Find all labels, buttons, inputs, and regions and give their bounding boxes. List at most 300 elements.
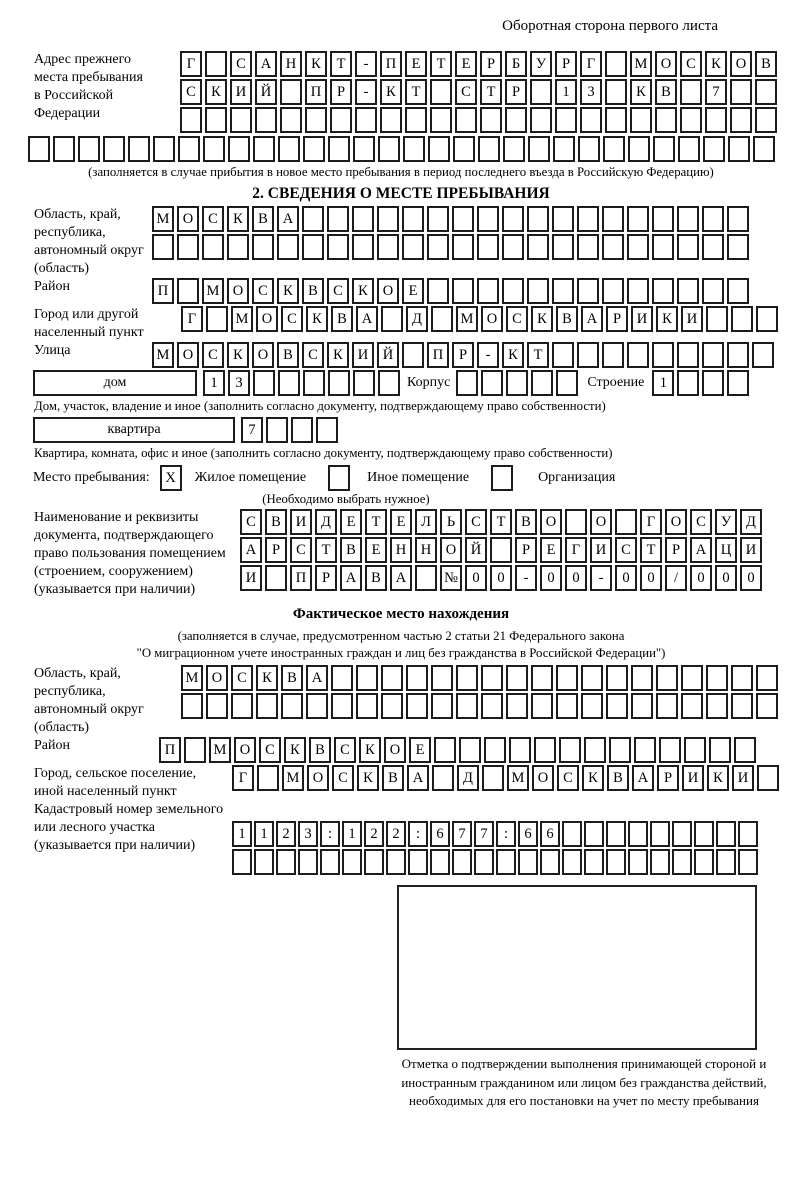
char-cell[interactable] [755, 107, 777, 133]
char-cell[interactable]: 2 [386, 821, 406, 847]
char-cell[interactable] [456, 665, 478, 691]
char-cell[interactable]: О [655, 51, 677, 77]
char-cell[interactable] [578, 136, 600, 162]
char-cell[interactable] [276, 849, 296, 875]
char-cell[interactable]: М [209, 737, 231, 763]
char-cell[interactable]: Г [640, 509, 662, 535]
char-cell[interactable] [540, 849, 560, 875]
char-cell[interactable]: С [302, 342, 324, 368]
char-cell[interactable] [427, 278, 449, 304]
char-cell[interactable] [432, 765, 454, 791]
char-cell[interactable] [650, 821, 670, 847]
char-cell[interactable] [738, 821, 758, 847]
char-cell[interactable] [227, 234, 249, 260]
char-cell[interactable] [502, 234, 524, 260]
char-cell[interactable] [702, 342, 724, 368]
char-cell[interactable]: К [277, 278, 299, 304]
char-cell[interactable] [652, 278, 674, 304]
char-cell[interactable]: А [690, 537, 712, 563]
char-cell[interactable]: 0 [740, 565, 762, 591]
char-cell[interactable] [452, 849, 472, 875]
char-cell[interactable] [581, 693, 603, 719]
char-cell[interactable]: Р [480, 51, 502, 77]
char-cell[interactable]: К [705, 51, 727, 77]
char-cell[interactable]: Р [505, 79, 527, 105]
char-cell[interactable] [405, 107, 427, 133]
char-cell[interactable] [381, 306, 403, 332]
char-cell[interactable]: К [656, 306, 678, 332]
char-cell[interactable] [481, 370, 503, 396]
char-cell[interactable] [684, 737, 706, 763]
char-cell[interactable] [280, 79, 302, 105]
char-cell[interactable] [428, 136, 450, 162]
char-cell[interactable]: О [665, 509, 687, 535]
char-cell[interactable]: И [681, 306, 703, 332]
char-cell[interactable]: С [290, 537, 312, 563]
stay-type-checkbox-residential[interactable]: X [160, 465, 182, 491]
char-cell[interactable] [727, 206, 749, 232]
char-cell[interactable]: В [755, 51, 777, 77]
char-cell[interactable]: Р [330, 79, 352, 105]
char-cell[interactable] [731, 306, 753, 332]
char-cell[interactable] [298, 849, 318, 875]
char-cell[interactable]: К [227, 342, 249, 368]
char-cell[interactable]: 0 [565, 565, 587, 591]
char-cell[interactable]: О [440, 537, 462, 563]
char-cell[interactable]: С [615, 537, 637, 563]
char-cell[interactable] [478, 136, 500, 162]
char-cell[interactable]: В [515, 509, 537, 535]
char-cell[interactable] [606, 849, 626, 875]
char-cell[interactable] [277, 234, 299, 260]
char-cell[interactable]: 0 [615, 565, 637, 591]
char-cell[interactable] [552, 206, 574, 232]
char-cell[interactable]: 0 [640, 565, 662, 591]
char-cell[interactable] [531, 665, 553, 691]
char-cell[interactable]: С [202, 342, 224, 368]
char-cell[interactable] [328, 136, 350, 162]
char-cell[interactable] [627, 234, 649, 260]
char-cell[interactable] [659, 737, 681, 763]
char-cell[interactable] [628, 849, 648, 875]
char-cell[interactable] [490, 537, 512, 563]
char-cell[interactable] [681, 665, 703, 691]
char-cell[interactable]: К [359, 737, 381, 763]
char-cell[interactable] [627, 278, 649, 304]
char-cell[interactable] [455, 107, 477, 133]
char-cell[interactable] [153, 136, 175, 162]
char-cell[interactable] [302, 234, 324, 260]
char-cell[interactable] [615, 509, 637, 535]
char-cell[interactable]: У [715, 509, 737, 535]
char-cell[interactable] [434, 737, 456, 763]
char-cell[interactable] [205, 107, 227, 133]
char-cell[interactable]: М [152, 342, 174, 368]
char-cell[interactable] [556, 665, 578, 691]
char-cell[interactable] [453, 136, 475, 162]
char-cell[interactable]: О [177, 206, 199, 232]
char-cell[interactable]: Г [580, 51, 602, 77]
char-cell[interactable]: П [305, 79, 327, 105]
char-cell[interactable] [627, 206, 649, 232]
char-cell[interactable] [680, 107, 702, 133]
char-cell[interactable] [356, 693, 378, 719]
char-cell[interactable]: К [502, 342, 524, 368]
stay-type-checkbox-other[interactable] [328, 465, 350, 491]
char-cell[interactable] [727, 278, 749, 304]
char-cell[interactable]: К [227, 206, 249, 232]
char-cell[interactable] [431, 665, 453, 691]
char-cell[interactable] [656, 665, 678, 691]
char-cell[interactable] [527, 278, 549, 304]
char-cell[interactable] [331, 693, 353, 719]
char-cell[interactable] [452, 278, 474, 304]
char-cell[interactable] [415, 565, 437, 591]
char-cell[interactable] [630, 107, 652, 133]
char-cell[interactable]: В [365, 565, 387, 591]
char-cell[interactable] [128, 136, 150, 162]
char-cell[interactable] [431, 693, 453, 719]
char-cell[interactable] [605, 107, 627, 133]
char-cell[interactable]: С [557, 765, 579, 791]
char-cell[interactable] [706, 665, 728, 691]
char-cell[interactable]: И [352, 342, 374, 368]
char-cell[interactable]: Ц [715, 537, 737, 563]
char-cell[interactable] [528, 136, 550, 162]
char-cell[interactable] [702, 278, 724, 304]
char-cell[interactable] [316, 417, 338, 443]
char-cell[interactable] [381, 693, 403, 719]
char-cell[interactable] [702, 370, 724, 396]
char-cell[interactable] [305, 107, 327, 133]
char-cell[interactable]: С [465, 509, 487, 535]
char-cell[interactable]: В [302, 278, 324, 304]
char-cell[interactable]: Г [180, 51, 202, 77]
char-cell[interactable] [306, 693, 328, 719]
char-cell[interactable] [178, 136, 200, 162]
char-cell[interactable]: Е [409, 737, 431, 763]
char-cell[interactable] [603, 136, 625, 162]
char-cell[interactable] [502, 278, 524, 304]
char-cell[interactable]: Л [415, 509, 437, 535]
char-cell[interactable] [694, 821, 714, 847]
char-cell[interactable]: Т [490, 509, 512, 535]
char-cell[interactable] [291, 417, 313, 443]
char-cell[interactable]: В [382, 765, 404, 791]
char-cell[interactable] [506, 665, 528, 691]
char-cell[interactable]: К [284, 737, 306, 763]
char-cell[interactable]: Р [315, 565, 337, 591]
char-cell[interactable]: Е [365, 537, 387, 563]
char-cell[interactable] [452, 234, 474, 260]
char-cell[interactable] [266, 417, 288, 443]
char-cell[interactable] [677, 234, 699, 260]
char-cell[interactable] [731, 665, 753, 691]
char-cell[interactable] [103, 136, 125, 162]
char-cell[interactable] [756, 693, 778, 719]
char-cell[interactable] [584, 821, 604, 847]
char-cell[interactable]: 1 [254, 821, 274, 847]
char-cell[interactable] [753, 136, 775, 162]
char-cell[interactable] [730, 79, 752, 105]
apartment-field-label-box[interactable]: квартира [33, 417, 235, 443]
char-cell[interactable] [78, 136, 100, 162]
char-cell[interactable] [427, 234, 449, 260]
char-cell[interactable]: Р [606, 306, 628, 332]
char-cell[interactable] [705, 107, 727, 133]
char-cell[interactable]: В [265, 509, 287, 535]
char-cell[interactable]: М [630, 51, 652, 77]
char-cell[interactable] [353, 370, 375, 396]
char-cell[interactable] [53, 136, 75, 162]
char-cell[interactable]: Р [265, 537, 287, 563]
char-cell[interactable] [518, 849, 538, 875]
char-cell[interactable]: О [540, 509, 562, 535]
char-cell[interactable]: С [680, 51, 702, 77]
char-cell[interactable]: Е [340, 509, 362, 535]
char-cell[interactable] [505, 107, 527, 133]
char-cell[interactable]: С [334, 737, 356, 763]
char-cell[interactable]: Т [480, 79, 502, 105]
char-cell[interactable] [577, 234, 599, 260]
char-cell[interactable] [552, 234, 574, 260]
char-cell[interactable] [602, 234, 624, 260]
char-cell[interactable] [452, 206, 474, 232]
char-cell[interactable]: К [357, 765, 379, 791]
char-cell[interactable]: П [152, 278, 174, 304]
char-cell[interactable]: Е [405, 51, 427, 77]
char-cell[interactable] [456, 370, 478, 396]
char-cell[interactable]: Е [540, 537, 562, 563]
char-cell[interactable]: М [507, 765, 529, 791]
char-cell[interactable] [731, 693, 753, 719]
char-cell[interactable] [328, 370, 350, 396]
char-cell[interactable] [231, 693, 253, 719]
char-cell[interactable] [706, 306, 728, 332]
char-cell[interactable]: Й [377, 342, 399, 368]
char-cell[interactable]: С [506, 306, 528, 332]
char-cell[interactable]: П [290, 565, 312, 591]
char-cell[interactable]: 0 [715, 565, 737, 591]
char-cell[interactable] [727, 370, 749, 396]
char-cell[interactable]: П [427, 342, 449, 368]
char-cell[interactable] [530, 107, 552, 133]
char-cell[interactable] [631, 665, 653, 691]
char-cell[interactable] [634, 737, 656, 763]
char-cell[interactable]: 1 [652, 370, 674, 396]
char-cell[interactable]: Е [402, 278, 424, 304]
char-cell[interactable]: К [205, 79, 227, 105]
char-cell[interactable]: Р [452, 342, 474, 368]
char-cell[interactable] [652, 234, 674, 260]
char-cell[interactable] [602, 206, 624, 232]
char-cell[interactable]: И [590, 537, 612, 563]
char-cell[interactable] [584, 849, 604, 875]
house-field-label-box[interactable]: дом [33, 370, 197, 396]
char-cell[interactable] [606, 693, 628, 719]
char-cell[interactable] [677, 342, 699, 368]
char-cell[interactable]: Т [430, 51, 452, 77]
char-cell[interactable]: С [231, 665, 253, 691]
char-cell[interactable] [552, 278, 574, 304]
char-cell[interactable] [677, 206, 699, 232]
char-cell[interactable] [356, 665, 378, 691]
char-cell[interactable]: С [240, 509, 262, 535]
char-cell[interactable]: В [252, 206, 274, 232]
char-cell[interactable] [702, 234, 724, 260]
char-cell[interactable]: И [290, 509, 312, 535]
char-cell[interactable] [28, 136, 50, 162]
char-cell[interactable]: Р [665, 537, 687, 563]
char-cell[interactable]: С [690, 509, 712, 535]
char-cell[interactable] [430, 79, 452, 105]
char-cell[interactable]: О [177, 342, 199, 368]
char-cell[interactable] [702, 206, 724, 232]
char-cell[interactable]: Т [315, 537, 337, 563]
char-cell[interactable] [581, 665, 603, 691]
char-cell[interactable] [255, 107, 277, 133]
char-cell[interactable]: / [665, 565, 687, 591]
char-cell[interactable] [738, 849, 758, 875]
char-cell[interactable]: В [556, 306, 578, 332]
char-cell[interactable] [577, 278, 599, 304]
char-cell[interactable] [728, 136, 750, 162]
char-cell[interactable] [602, 278, 624, 304]
char-cell[interactable] [456, 693, 478, 719]
char-cell[interactable]: Й [465, 537, 487, 563]
char-cell[interactable] [672, 849, 692, 875]
char-cell[interactable]: С [332, 765, 354, 791]
char-cell[interactable]: О [252, 342, 274, 368]
char-cell[interactable] [527, 206, 549, 232]
char-cell[interactable]: И [230, 79, 252, 105]
char-cell[interactable] [303, 136, 325, 162]
char-cell[interactable]: Н [280, 51, 302, 77]
char-cell[interactable]: 1 [203, 370, 225, 396]
char-cell[interactable] [678, 136, 700, 162]
char-cell[interactable] [716, 849, 736, 875]
char-cell[interactable]: М [282, 765, 304, 791]
char-cell[interactable]: К [531, 306, 553, 332]
char-cell[interactable] [181, 693, 203, 719]
char-cell[interactable] [206, 306, 228, 332]
char-cell[interactable]: Т [640, 537, 662, 563]
char-cell[interactable]: 6 [430, 821, 450, 847]
char-cell[interactable] [556, 370, 578, 396]
char-cell[interactable] [652, 342, 674, 368]
char-cell[interactable]: Н [415, 537, 437, 563]
char-cell[interactable] [281, 693, 303, 719]
char-cell[interactable]: А [356, 306, 378, 332]
char-cell[interactable]: О [377, 278, 399, 304]
char-cell[interactable] [402, 342, 424, 368]
char-cell[interactable] [206, 693, 228, 719]
char-cell[interactable]: С [230, 51, 252, 77]
char-cell[interactable]: А [240, 537, 262, 563]
char-cell[interactable]: М [181, 665, 203, 691]
char-cell[interactable]: Р [657, 765, 679, 791]
char-cell[interactable] [755, 79, 777, 105]
char-cell[interactable] [152, 234, 174, 260]
char-cell[interactable] [352, 206, 374, 232]
char-cell[interactable]: О [590, 509, 612, 535]
char-cell[interactable] [605, 51, 627, 77]
char-cell[interactable] [278, 370, 300, 396]
char-cell[interactable]: Д [406, 306, 428, 332]
char-cell[interactable]: О [730, 51, 752, 77]
char-cell[interactable] [355, 107, 377, 133]
char-cell[interactable] [252, 234, 274, 260]
char-cell[interactable] [484, 737, 506, 763]
char-cell[interactable]: - [355, 79, 377, 105]
char-cell[interactable]: П [380, 51, 402, 77]
char-cell[interactable]: К [582, 765, 604, 791]
char-cell[interactable] [752, 342, 774, 368]
char-cell[interactable]: И [732, 765, 754, 791]
char-cell[interactable] [327, 206, 349, 232]
char-cell[interactable] [734, 737, 756, 763]
char-cell[interactable]: С [455, 79, 477, 105]
stay-type-checkbox-organization[interactable] [491, 465, 513, 491]
char-cell[interactable]: М [456, 306, 478, 332]
char-cell[interactable] [506, 370, 528, 396]
char-cell[interactable]: 1 [555, 79, 577, 105]
char-cell[interactable]: О [532, 765, 554, 791]
char-cell[interactable]: Е [455, 51, 477, 77]
char-cell[interactable]: К [380, 79, 402, 105]
char-cell[interactable] [302, 206, 324, 232]
char-cell[interactable]: М [152, 206, 174, 232]
char-cell[interactable] [477, 278, 499, 304]
char-cell[interactable]: В [607, 765, 629, 791]
char-cell[interactable] [534, 737, 556, 763]
char-cell[interactable]: И [682, 765, 704, 791]
char-cell[interactable] [757, 765, 779, 791]
char-cell[interactable]: О [256, 306, 278, 332]
char-cell[interactable]: М [202, 278, 224, 304]
char-cell[interactable]: 3 [298, 821, 318, 847]
char-cell[interactable]: А [390, 565, 412, 591]
char-cell[interactable]: О [481, 306, 503, 332]
char-cell[interactable] [403, 136, 425, 162]
char-cell[interactable] [530, 79, 552, 105]
char-cell[interactable] [352, 234, 374, 260]
char-cell[interactable] [655, 107, 677, 133]
char-cell[interactable] [330, 107, 352, 133]
char-cell[interactable] [177, 278, 199, 304]
char-cell[interactable]: Й [255, 79, 277, 105]
char-cell[interactable]: П [159, 737, 181, 763]
char-cell[interactable]: О [227, 278, 249, 304]
char-cell[interactable]: Г [565, 537, 587, 563]
char-cell[interactable] [509, 737, 531, 763]
char-cell[interactable] [254, 849, 274, 875]
char-cell[interactable] [377, 234, 399, 260]
char-cell[interactable] [559, 737, 581, 763]
char-cell[interactable] [677, 370, 699, 396]
char-cell[interactable] [203, 136, 225, 162]
char-cell[interactable] [606, 665, 628, 691]
char-cell[interactable]: Г [181, 306, 203, 332]
char-cell[interactable] [502, 206, 524, 232]
char-cell[interactable] [320, 849, 340, 875]
char-cell[interactable] [480, 107, 502, 133]
char-cell[interactable] [378, 136, 400, 162]
char-cell[interactable]: К [256, 665, 278, 691]
char-cell[interactable]: 7 [705, 79, 727, 105]
char-cell[interactable]: Н [390, 537, 412, 563]
char-cell[interactable]: - [355, 51, 377, 77]
